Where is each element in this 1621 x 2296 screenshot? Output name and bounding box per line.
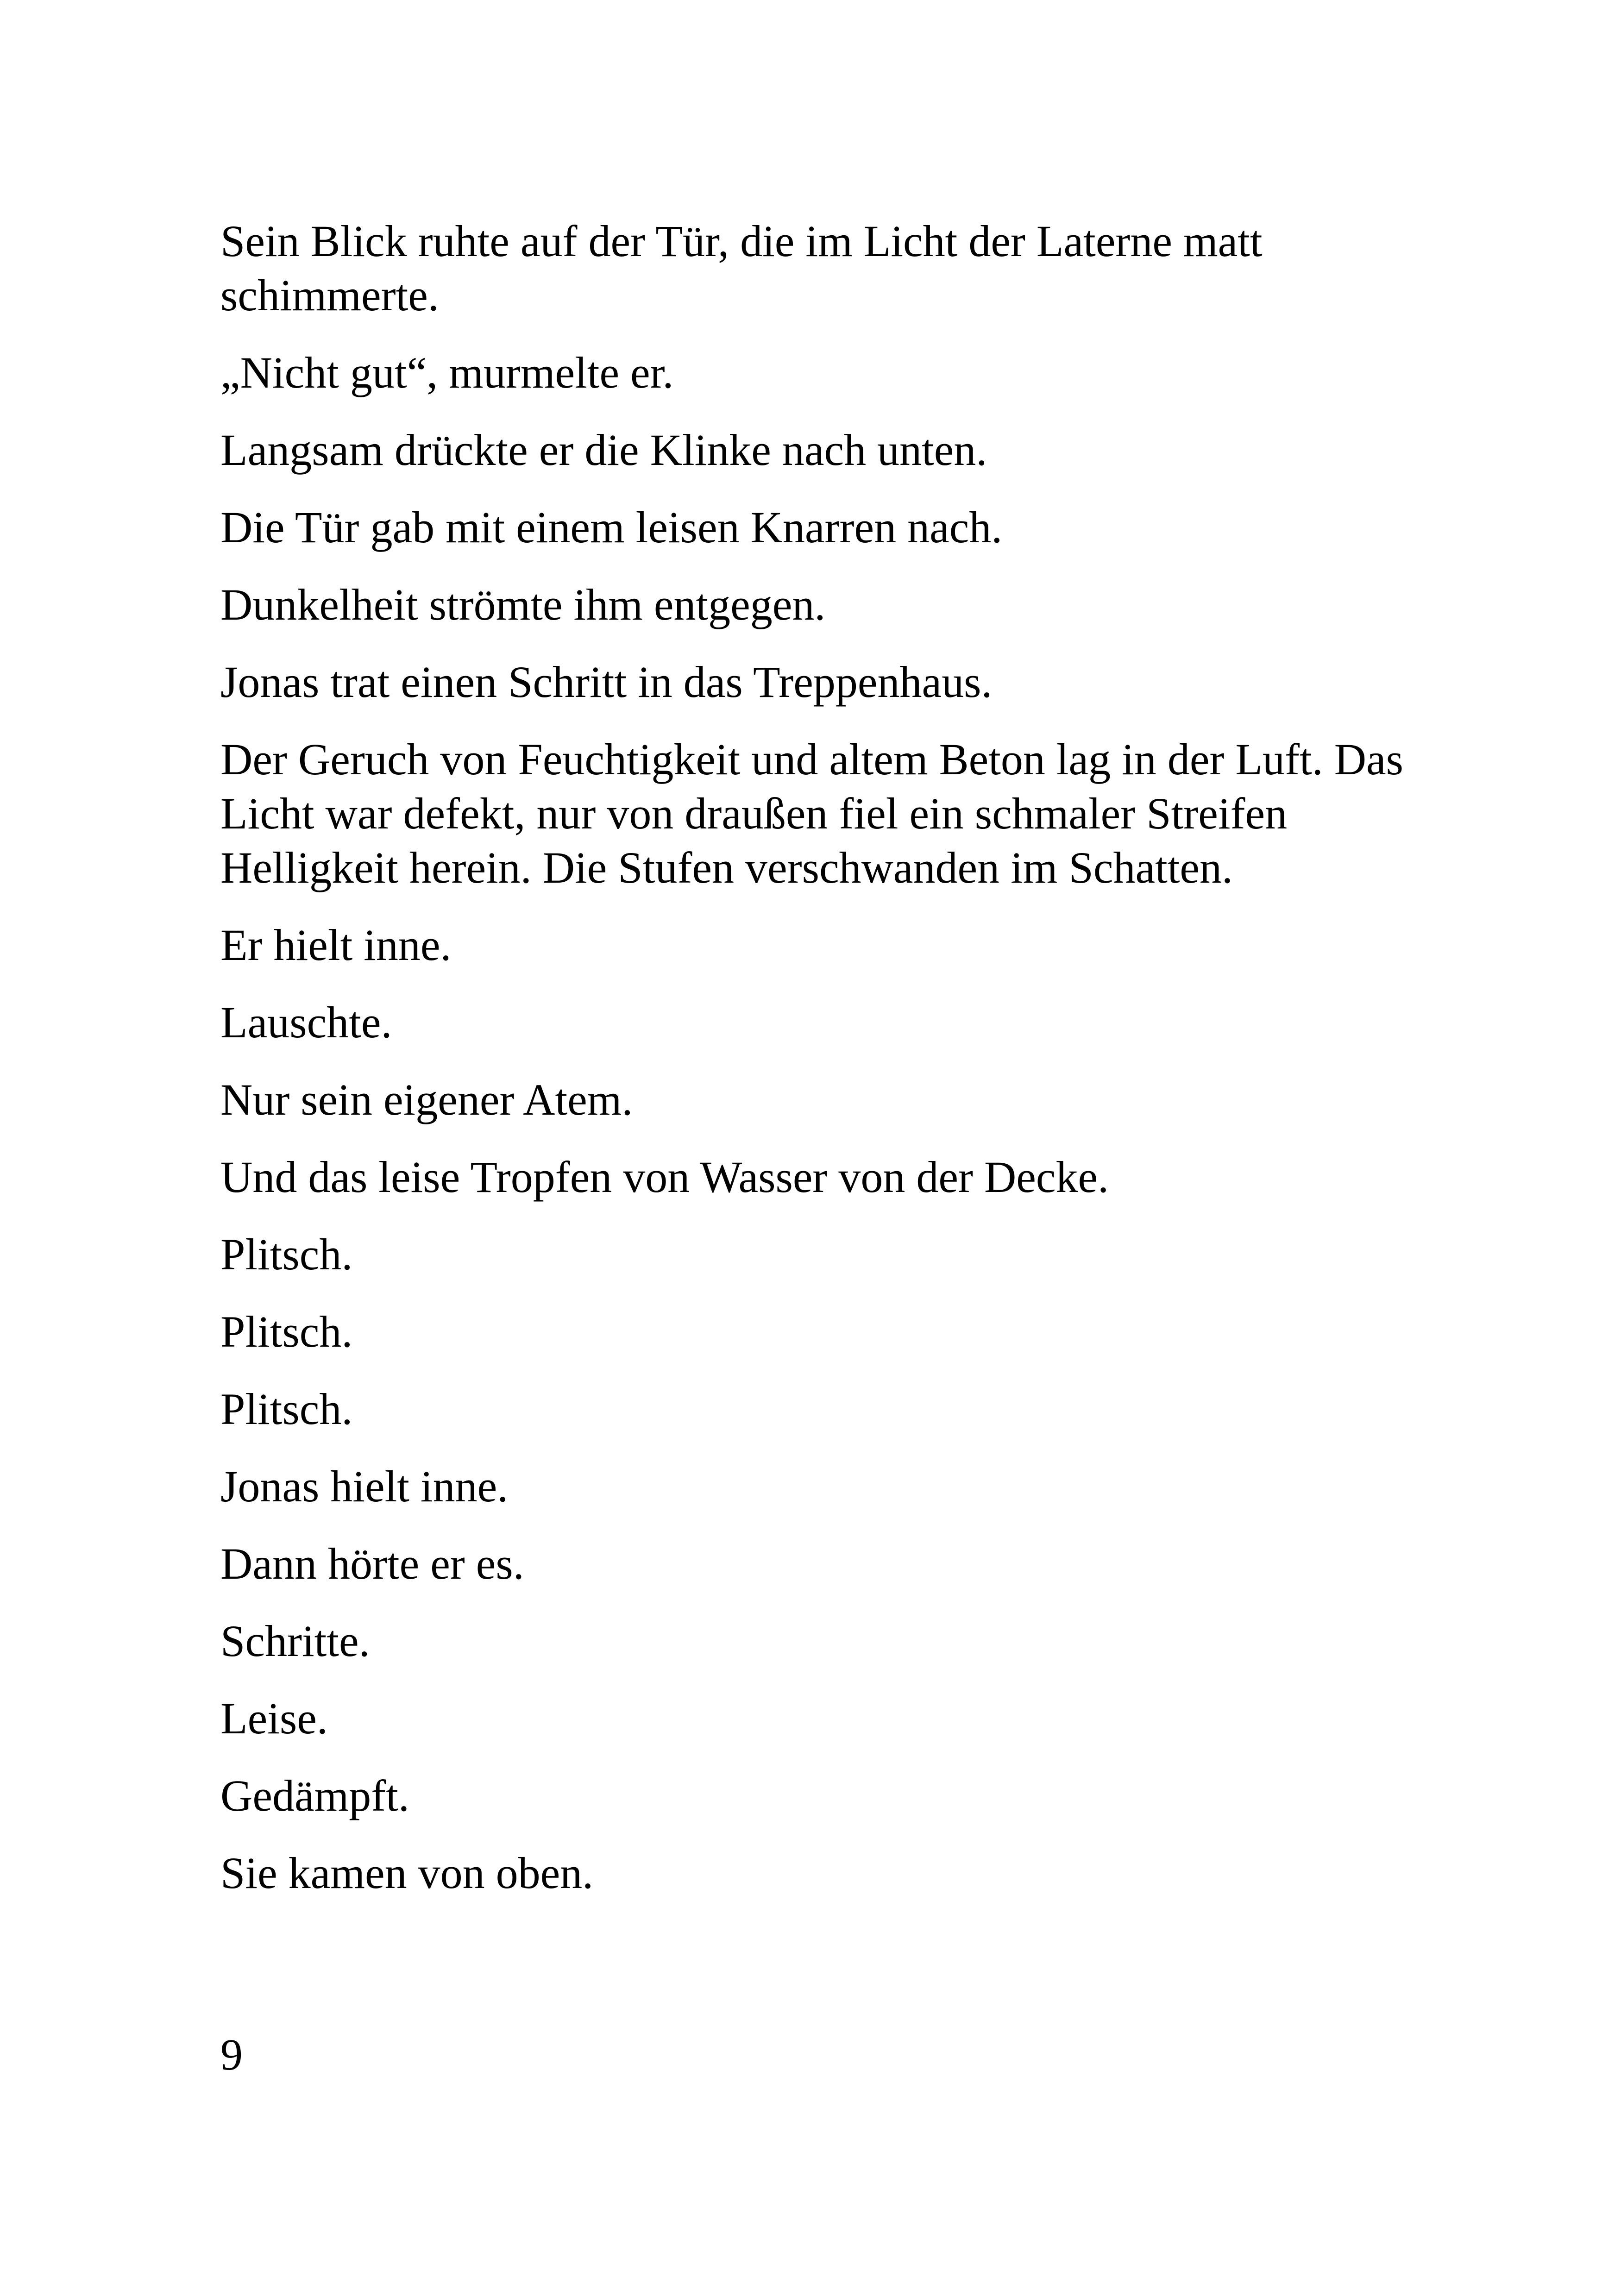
paragraph-6: Jonas trat einen Schritt in das Treppenhaus. bbox=[220, 657, 993, 707]
paragraph-9: Lauschte. bbox=[220, 997, 392, 1047]
paragraph-11: Und das leise Tropfen von Wasser von der Decke. bbox=[220, 1152, 1109, 1202]
paragraph-13: Plitsch. bbox=[220, 1307, 353, 1356]
paragraph-15: Jonas hielt inne. bbox=[220, 1462, 509, 1511]
page-number: 9 bbox=[220, 2030, 243, 2079]
paragraph-8: Er hielt inne. bbox=[220, 920, 452, 970]
paragraph-17: Schritte. bbox=[220, 1616, 370, 1666]
paragraph-12: Plitsch. bbox=[220, 1230, 353, 1279]
paragraph-2: „Nicht gut“, murmelte er. bbox=[220, 348, 674, 397]
paragraph-20: Sie kamen von oben. bbox=[220, 1848, 594, 1898]
paragraph-1: Sein Blick ruhte auf der Tür, die im Licht der Laterne matt schimmerte. bbox=[220, 216, 1263, 320]
paragraph-4: Die Tür gab mit einem leisen Knarren nach. bbox=[220, 502, 1003, 552]
paragraph-10: Nur sein eigener Atem. bbox=[220, 1075, 633, 1124]
paragraph-14: Plitsch. bbox=[220, 1384, 353, 1434]
paragraph-5: Dunkelheit strömte ihm entgegen. bbox=[220, 580, 826, 629]
paragraph-18: Leise. bbox=[220, 1694, 328, 1743]
paragraph-16: Dann hörte er es. bbox=[220, 1539, 524, 1588]
body-text bbox=[220, 214, 1434, 1923]
paragraph-7: Der Geruch von Feuchtigkeit und altem Beton lag in der Luft. Das Licht war defekt, nur von draußen fiel ein schmaler Streifen Helligkeit herein. Die Stufen verschwanden im Schatten. bbox=[220, 734, 1403, 892]
paragraph-19: Gedämpft. bbox=[220, 1771, 409, 1820]
paragraph-3: Langsam drückte er die Klinke nach unten. bbox=[220, 425, 987, 475]
